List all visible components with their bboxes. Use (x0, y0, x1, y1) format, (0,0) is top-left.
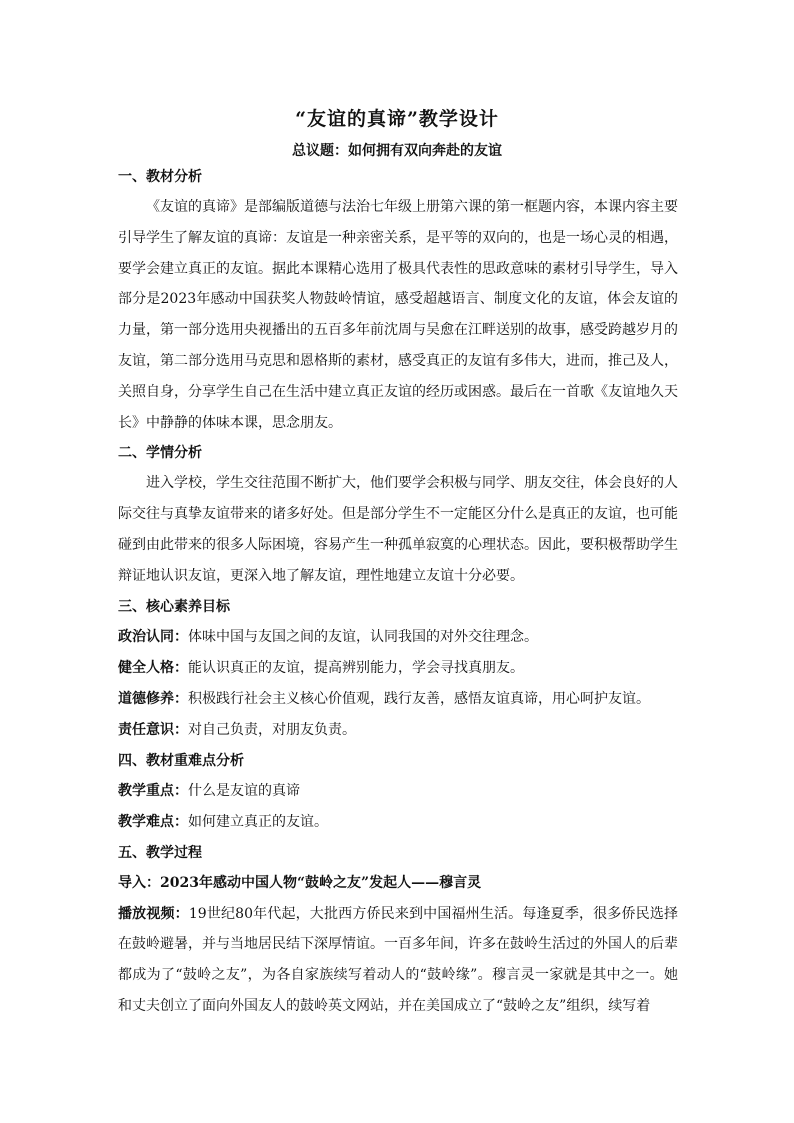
key-point-text: 什么是友谊的真谛 (188, 782, 300, 799)
goal-item-responsibility (118, 715, 678, 746)
textbook-analysis-paragraph: 《友谊的真谛》是部编版道德与法治七年级上册第六课的第一框题内容，本课内容主要引导学生了解友谊的真谛：友谊是一种亲密关系，是平等的双向的，也是一场心灵的相遇，要学会建立真正的友谊。据此本课精心选用了极具代表性的思政意味的素材引导学生，导入部分是2023年感动中国获奖人物鼓岭情谊，感受超越语言、制度文化的友谊，体会友谊的力量，第一部分选用央视播出的五百多年前沈周与吴愈在江畔送别的故事，感受跨越岁月的友谊，第二部分选用马克思和恩格斯的素材，感受真正的友谊有多伟大，进而，推己及人，关照自身，分享学生自己在生活中建立真正友谊的经历或困惑。最后在一首歌《友谊地久天长》中静静的体味本课，思念朋友。 (118, 199, 678, 431)
video-text: 19世纪80年代起，大批西方侨民来到中国福州生活。每逢夏季，很多侨民选择在鼓岭避暑，并与当地居民结下深厚情谊。一百多年间，许多在鼓岭生活过的外国人的后辈都成为了“鼓岭之友”，为各自家族续写着动人的“鼓岭缘”。穆言灵一家就是其中之一。她和丈夫创立了面向外国友人的鼓岭英文网站，并在美国成立了“鼓岭之友”组织，续写着 (118, 905, 678, 1014)
video-paragraph (118, 899, 678, 1022)
student-analysis-paragraph: 进入学校，学生交往范围不断扩大，他们要学会积极与同学、朋友交往，体会良好的人际交往与真挚友谊带来的诸多好处。但是部分学生不一定能区分什么是真正的友谊，也可能碰到由此带来的很多人际困境，容易产生一种孤单寂寞的心理状态。因此，要积极帮助学生辩证地认识友谊，更深入地了解友谊，理性地建立友谊十分必要。 (118, 475, 678, 584)
section-heading-key-points: 四、教材重难点分析 (118, 752, 244, 769)
difficult-point-text: 如何建立真正的友谊。 (188, 813, 328, 830)
key-point-item (118, 776, 678, 807)
key-point-label: 教学重点： (118, 782, 188, 799)
document-subtitle: 总议题：如何拥有双向奔赴的友谊 (292, 143, 502, 159)
section-heading-textbook-analysis: 一、教材分析 (118, 169, 202, 185)
section-heading-teaching-process: 五、教学过程 (118, 844, 202, 861)
video-label: 播放视频： (118, 905, 189, 922)
goal-text: 能认识真正的友谊，提高辨别能力，学会寻找真朋友。 (188, 659, 524, 676)
goal-label: 道德修养： (118, 690, 188, 707)
introduction-line: 导入：2023年感动中国人物“鼓岭之友”发起人——穆言灵 (118, 874, 482, 891)
goal-text: 对自己负责，对朋友负责。 (188, 721, 356, 738)
difficult-point-label: 教学难点： (118, 813, 188, 830)
section-heading-student-analysis: 二、学情分析 (118, 445, 202, 462)
goal-item-morality (118, 684, 678, 715)
goal-text: 积极践行社会主义核心价值观，践行友善，感悟友谊真谛，用心呵护友谊。 (188, 690, 650, 707)
document-title: “友谊的真谛”教学设计 (295, 108, 499, 130)
document-body (118, 162, 678, 1022)
goal-text: 体味中国与友国之间的友谊，认同我国的对外交往理念。 (188, 628, 538, 645)
section-heading-core-goals: 三、核心素养目标 (118, 598, 230, 615)
goal-label: 责任意识： (118, 721, 188, 738)
goal-item-political (118, 622, 678, 653)
goal-item-personality (118, 653, 678, 684)
goal-label: 健全人格： (118, 659, 188, 676)
goal-label: 政治认同： (118, 628, 188, 645)
difficult-point-item (118, 807, 678, 838)
